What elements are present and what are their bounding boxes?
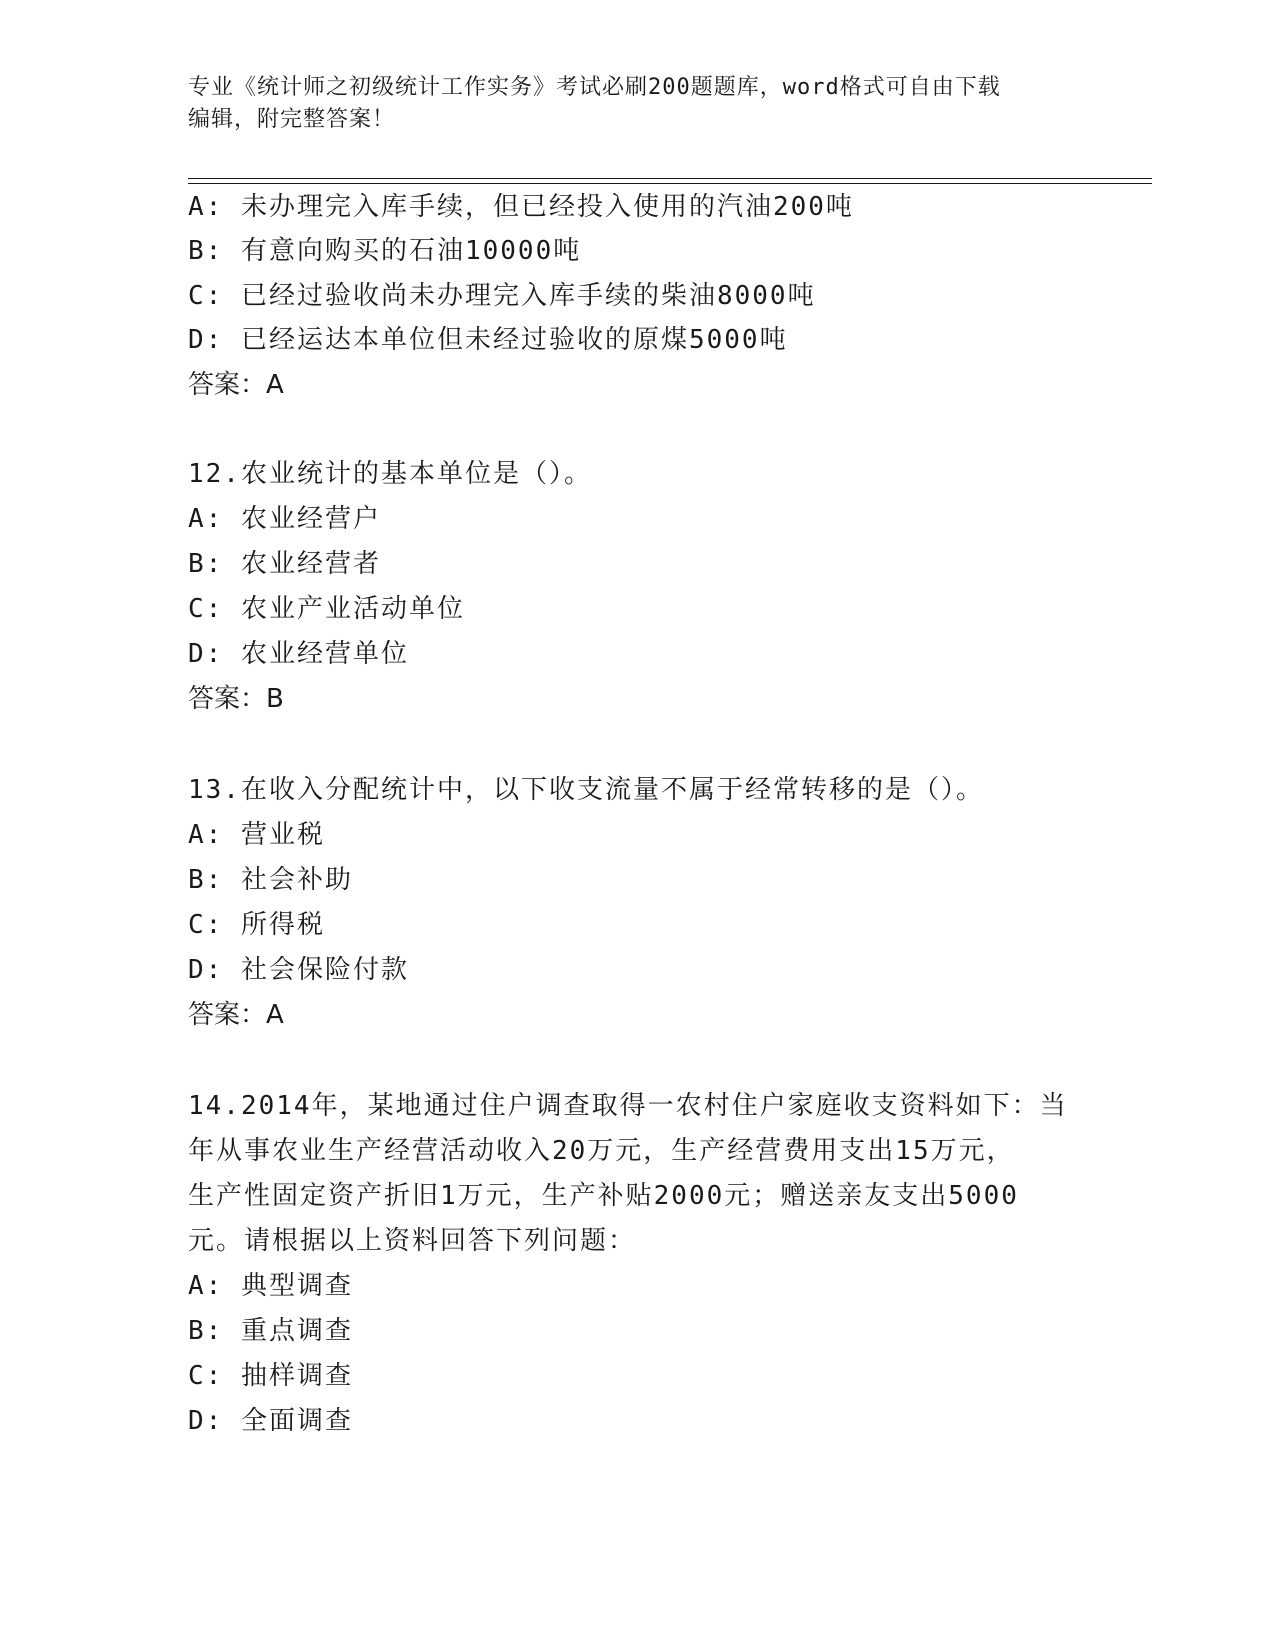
q14-question-line-2: 年从事农业生产经营活动收入20万元，生产经营费用支出15万元， (188, 1136, 1015, 1166)
q13-question: 13.在收入分配统计中，以下收支流量不属于经常转移的是（）。 (188, 775, 984, 805)
q13-option-c: C: 所得税 (188, 910, 325, 940)
q12-question: 12.农业统计的基本单位是（）。 (188, 459, 592, 489)
q12-option-a: A: 农业经营户 (188, 504, 381, 534)
q14-option-d: D: 全面调查 (188, 1406, 353, 1436)
q11-option-d: D: 已经运达本单位但未经过验收的原煤5000吨 (188, 325, 788, 355)
q11-option-c: C: 已经过验收尚未办理完入库手续的柴油8000吨 (188, 281, 816, 311)
q14-option-c: C: 抽样调查 (188, 1361, 353, 1391)
q13-option-a: A: 营业税 (188, 820, 325, 850)
q11-answer: 答案：A (188, 370, 284, 400)
q13-option-b: B: 社会补助 (188, 865, 353, 895)
header-divider-bottom (188, 183, 1152, 184)
q12-option-c: C: 农业产业活动单位 (188, 594, 465, 624)
header-line-2: 编辑，附完整答案！ (188, 107, 396, 132)
q11-option-b: B: 有意向购买的石油10000吨 (188, 236, 582, 266)
q12-answer: 答案：B (188, 684, 284, 714)
q13-answer: 答案：A (188, 1000, 284, 1030)
document-header (188, 72, 1088, 136)
header-line-1: 专业《统计师之初级统计工作实务》考试必刷200题题库，word格式可自由下载 (188, 75, 1001, 100)
q12-option-b: B: 农业经营者 (188, 549, 381, 579)
q13-option-d: D: 社会保险付款 (188, 955, 409, 985)
q14-question-line-3: 生产性固定资产折旧1万元，生产补贴2000元；赠送亲友支出5000 (188, 1181, 1019, 1211)
q14-option-b: B: 重点调查 (188, 1316, 353, 1346)
q14-question-line-1: 14.2014年，某地通过住户调查取得一农村住户家庭收支资料如下：当 (188, 1091, 1068, 1121)
q14-option-a: A: 典型调查 (188, 1271, 353, 1301)
q14-question-line-4: 元。请根据以上资料回答下列问题： (188, 1226, 637, 1256)
header-divider-top (188, 178, 1152, 179)
q12-option-d: D: 农业经营单位 (188, 639, 409, 669)
q11-option-a: A: 未办理完入库手续，但已经投入使用的汽油200吨 (188, 192, 854, 222)
